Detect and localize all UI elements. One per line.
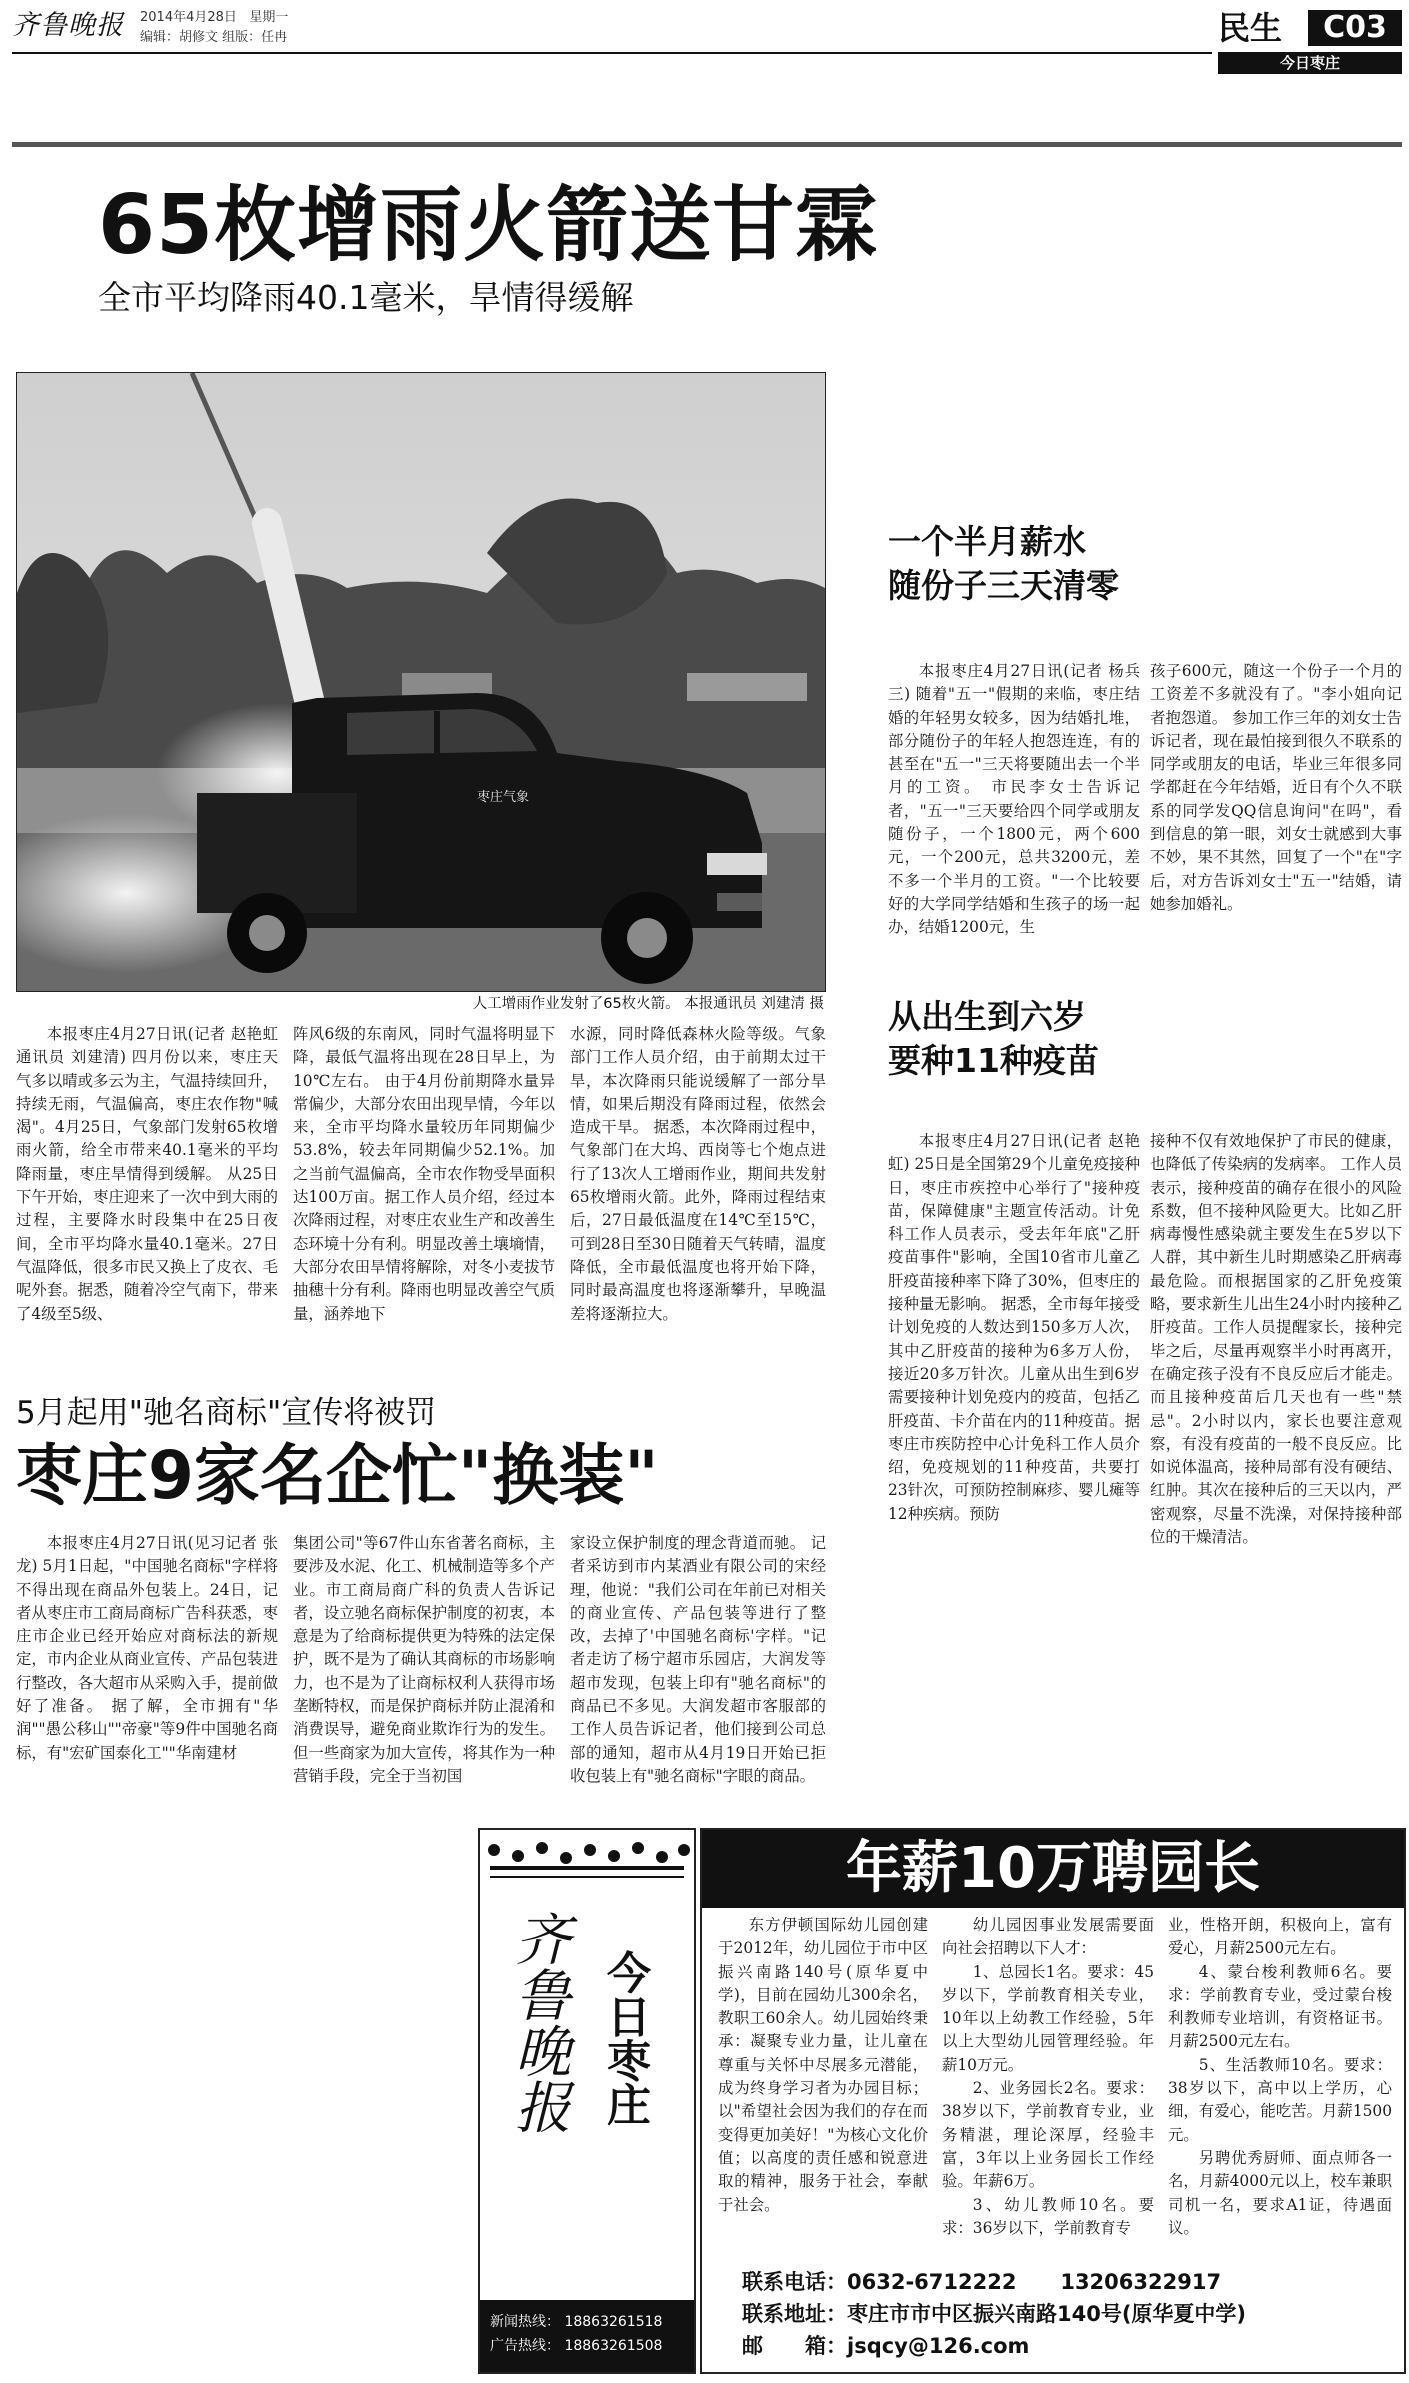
email-label: 邮 箱： — [742, 2334, 847, 2358]
phone-number-2: 13206322917 — [1060, 2270, 1222, 2294]
truck-door-text: 枣庄气象 — [477, 790, 530, 805]
section-title: 民生 — [1218, 9, 1283, 47]
story4-col2: 集团公司"等67件山东省著名商标，主要涉及水泥、化工、机械制造等多个产业。市工商局商广科的负责人告诉记者，设立驰名商标保护制度的初衷，本意是为了给商标提供更为特殊的法定保护，既不是为了确认其商标的市场影响力，也不是为了让商标权利人获得市场垄断特权，而是保护商标并防止混淆和消费误导，避免商业欺诈行为的发生。但一些商家为加大宣传，将其作为一种营销手段，完全于当初国 — [293, 1534, 555, 1785]
story4-headline: 枣庄9家名企忙"换装" — [16, 1437, 659, 1514]
recruit-job5: 5、生活教师10名。要求：38岁以下，高中以上学历，心细，有爱心，能吃苦。月薪1500元。 — [1168, 2055, 1392, 2144]
recruit-intro: 幼儿园因事业发展需要面向社会招聘以下人才： — [942, 1916, 1154, 1958]
story1-photo — [16, 372, 826, 992]
story2-headline-line2: 随份子三天清零 — [888, 566, 1119, 605]
top-divider — [12, 142, 1402, 147]
weekday-text: 星期一 — [249, 10, 289, 25]
story3-col2: 接种不仅有效地保护了市民的健康，也降低了传染病的发病率。 工作人员表示，接种疫苗的确存在很小的风险系数，但不接种风险更大。比如乙肝病毒慢性感染就主要发生在5岁以下人群，其中新生儿时期感染乙肝病毒最危险。而根据国家的乙肝免疫策略，要求新生儿出生24小时内接种乙肝疫苗。工作人员提醒家长，接种完毕之后，尽量再观察半小时再离开，在确定孩子没有不良反应后才能走。而且接种疫苗后几天也有一些"禁忌"。2小时以内，家长也要注意观察，有没有疫苗的一般不良反应。比如说体温高，接种局部有没有硬结、红肿。其次在接种后的三天以内，严密观察，尽量不洗澡，对保持接种部位的干燥清洁。 — [1150, 1132, 1402, 1547]
contact-phone — [742, 2266, 1392, 2298]
recruit-job1: 1、总园长1名。要求：45岁以下，学前教育相关专业，10年以上幼教工作经验，5年以上大型幼儿园管理经验。年薪10万元。 — [942, 1962, 1154, 2074]
story1-col2: 阵风6级的东南风，同时气温将明显下降，最低气温将出现在28日早上，为10℃左右。 由于4月份前期降水量异常偏少，大部分农田出现旱情，今年以来，全市平均降水量较历年同期偏少53.8%，较去年同期偏少52.1%。加之当前气温偏高，全市农作物受旱面积达100万亩。据工作人员介绍，经过本次降雨过程，对枣庄农业生产和改善生态环境十分有利。明显改善土壤墒情，大部分农田旱情将解除，对冬小麦拔节抽穗十分有利。降雨也明显改善空气质量，涵养地下 — [293, 1025, 555, 1323]
masthead-editors: 编辑：胡修文 组版：任冉 — [140, 30, 288, 45]
recruit-job3: 3、幼儿教师10名。要求：36岁以下，学前教育专 — [942, 2195, 1154, 2237]
story2-col1: 本报枣庄4月27日讯(记者 杨兵三) 随着"五一"假期的来临，枣庄结婚的年轻男女较多，因为结婚扎堆，部分随份子的年轻人抱怨连连，有的甚至在"五一"三天将要随出去一个半月的工资。 市民李女士告诉记者，"五一"三天要给四个同学或朋友随份子，一个1800元，两个600元，一个200元，总共3200元，差不多一个半月的工资。"一个比较要好的大学同学结婚和生孩子的场一起办，结婚1200元，生 — [888, 662, 1140, 937]
story2-headline — [888, 520, 1119, 608]
promo-hotlines — [480, 2300, 694, 2372]
story4-kicker: 5月起用"驰名商标"宣传将被罚 — [16, 1395, 437, 1431]
rocket-launch-photo — [17, 373, 825, 991]
news-hotline-label: 新闻热线： — [490, 2314, 560, 2330]
promo-box — [478, 1828, 696, 2374]
masthead-date — [140, 10, 288, 26]
story1-headline: 65枚增雨火箭送甘霖 — [98, 178, 879, 273]
recruit-job4: 4、蒙台梭利教师6名。要求：学前教育专业，受过蒙台梭利教师专业培训，有资格证书。月薪2500元左右。 — [1168, 1962, 1392, 2051]
story3-headline-line1: 从出生到六岁 — [888, 997, 1086, 1036]
recruit-col2 — [942, 1914, 1154, 2260]
promo-decor — [480, 1830, 694, 1890]
date-text: 2014年4月28日 — [140, 10, 237, 25]
recruit-contact — [742, 2266, 1392, 2362]
recruit-extra: 另聘优秀厨师、面点师各一名，月薪4000元以上，校车兼职司机一名，要求A1证，待遇面议。 — [1168, 2148, 1392, 2237]
ad-hotline-label: 广告热线： — [490, 2338, 560, 2354]
ad-hotline-number: 18863261508 — [564, 2338, 663, 2354]
address-text: 枣庄市市中区振兴南路140号(原华夏中学) — [847, 2302, 1247, 2326]
phone-number-1: 0632-6712222 — [847, 2270, 1017, 2294]
story1-col3: 水源，同时降低森林火险等级。气象部门工作人员介绍，由于前期太过干旱，本次降雨只能说缓解了一部分旱情，如果后期没有降雨过程，依然会造成干旱。 据悉，本次降雨过程中，气象部门在大坞、西岗等七个炮点进行了13次人工增雨作业，期间共发射65枚增雨火箭。此外，降雨过程结束后，27日最低温度在14℃至15℃，可到28日至30日随着天气转晴，温度降低，全市最低温度也将开始下降，同时最高温度也将逐渐攀升，早晚温差将逐渐拉大。 — [570, 1025, 826, 1323]
recruit-job2: 2、业务园长2名。要求：38岁以下，学前教育专业，业务精湛，理论深厚，经验丰富，3年以上业务园长工作经验。年薪6万。 — [942, 2079, 1154, 2191]
ad-hotline — [490, 2334, 694, 2358]
masthead-rule — [12, 52, 1212, 54]
masthead-logo: 齐鲁晚报 — [12, 10, 124, 41]
page-number-badge: C03 — [1308, 10, 1402, 46]
recruit-job3-cont: 业，性格开朗，积极向上，富有爱心，月薪2500元左右。 — [1168, 1916, 1392, 1958]
recruit-col1: 东方伊顿国际幼儿园创建于2012年，幼儿园位于市中区振兴南路140号(原华夏中学)，目前在园幼儿300余名，教职工60余人。幼儿园始终秉承：凝聚专业力量，让儿童在尊重与关怀中尽展多元潜能，成为终身学习者为办园目标；以"希望社会因为我们的存在而变得更加美好！"为核心文化价值；以高度的责任感和锐意进取的精神，服务于社会，奉献于社会。 — [718, 1916, 928, 2214]
contact-address — [742, 2298, 1392, 2330]
story3-col1: 本报枣庄4月27日讯(记者 赵艳虹) 25日是全国第29个儿童免疫接种日，枣庄市疾控中心举行了"接种疫苗，保障健康"主题宣传活动。计免科工作人员表示，受去年年底"乙肝疫苗事件"影响，全国10省市儿童乙肝疫苗接种率下降了30%，但枣庄的接种量无影响。 据悉，全市每年接受计划免疫的人数达到150多万人次，其中乙肝疫苗的接种为6多万人份，接近20多万针次。儿童从出生到6岁需要接种计划免疫内的疫苗，包括乙肝疫苗、卡介苗在内的11种疫苗。据枣庄市疾防控中心计免科工作人员介绍，免疫规划的11种疫苗，共要打23针次，可预防控制麻疹、婴儿瘫等12种疾病。预防 — [888, 1132, 1140, 1523]
story1-subhead: 全市平均降雨40.1毫米，旱情得缓解 — [98, 278, 634, 317]
promo-edition: 今日枣庄 — [599, 1950, 650, 2126]
edition-bar: 今日枣庄 — [1218, 52, 1402, 74]
email-text: jsqcy@126.com — [847, 2334, 1030, 2358]
story2-col2: 孩子600元，随这一个份子一个月的工资差不多就没有了。"李小姐向记者抱怨道。 参加工作三年的刘女士告诉记者，现在最怕接到很久不联系的同学或朋友的电话，毕业三年很多同学都赶在今年结婚，近日有个久不联系的同学发QQ信息询问"在吗"，看到信息的第一眼，刘女士就感到大事不妙，果不其然，回复了一个"在"字后，对方告诉刘女士"五一"结婚，请她参加婚礼。 — [1150, 662, 1402, 913]
story3-headline — [888, 995, 1099, 1083]
story3-headline-line2: 要种11种疫苗 — [888, 1041, 1099, 1080]
story4-col3: 家设立保护制度的理念背道而驰。 记者采访到市内某酒业有限公司的宋经理，他说："我们公司在年前已对相关的商业宣传、产品包装等进行了整改，去掉了'中国驰名商标'字样。"记者走访了杨宁超市乐园店，大润发等超市发现，包装上印有"驰名商标"的商品已不多见。大润发超市客服部的工作人员告诉记者，他们接到公司总部的通知，超市从4月19日开始已拒收包装上有"驰名商标"字眼的商品。 — [570, 1534, 826, 1785]
recruit-ad — [700, 1828, 1406, 2374]
story2-headline-line1: 一个半月薪水 — [888, 522, 1086, 561]
promo-paper-name: 齐鲁晚报 — [506, 1910, 571, 2134]
recruit-ad-title: 年薪10万聘园长 — [702, 1830, 1404, 1908]
phone-label: 联系电话： — [742, 2270, 847, 2294]
news-hotline-number: 18863261518 — [564, 2314, 663, 2330]
recruit-col3 — [1168, 1914, 1392, 2260]
story4-col1: 本报枣庄4月27日讯(见习记者 张龙) 5月1日起，"中国驰名商标"字样将不得出现在商品外包装上。24日，记者从枣庄市工商局商标广告科获悉，枣庄市企业已经开始应对商标法的新规定，市内企业从商业宣传、产品包装进行整改，各大超市从采购入手，提前做好了准备。 据了解，全市拥有"华润""愚公移山""帝豪"等9件中国驰名商标，有"宏矿国泰化工""华南建材 — [16, 1534, 278, 1762]
news-hotline — [490, 2310, 694, 2334]
story1-col1: 本报枣庄4月27日讯(记者 赵艳虹 通讯员 刘建清) 四月份以来，枣庄天气多以晴或多云为主，气温持续回升，持续无雨，气温偏高，枣庄农作物"喊渴"。4月25日，气象部门发射65枚增雨火箭，给全市带来40.1毫米的平均降雨量，枣庄旱情得到缓解。 从25日下午开始，枣庄迎来了一次中到大雨的过程，主要降水时段集中在25日夜间，全市平均降水量40.1毫米。27日气温降低，很多市民又换上了皮衣、毛呢外套。据悉，随着冷空气南下，带来了4级至5级、 — [16, 1025, 278, 1323]
story1-photo-caption: 人工增雨作业发射了65枚火箭。 本报通讯员 刘建清 摄 — [472, 996, 824, 1012]
contact-email — [742, 2330, 1392, 2362]
address-label: 联系地址： — [742, 2302, 847, 2326]
